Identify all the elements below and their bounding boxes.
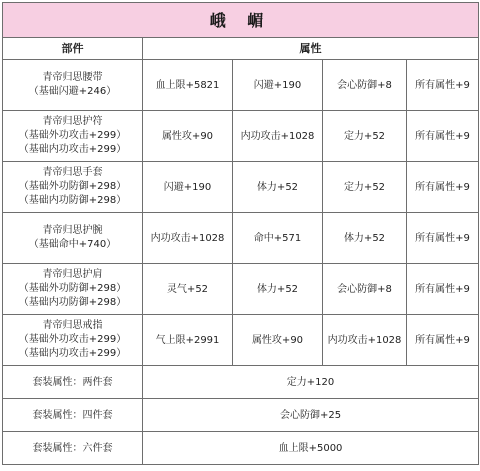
title-row bbox=[3, 3, 479, 38]
attr-cell: 所有属性+9 bbox=[407, 264, 479, 315]
attr-cell: 闪避+190 bbox=[143, 162, 233, 213]
set-label: 套装属性：两件套 bbox=[3, 366, 143, 399]
part-name: 青帝归思护腕 bbox=[42, 225, 103, 236]
attr-cell: 内功攻击+1028 bbox=[233, 111, 323, 162]
part-name: 青帝归思戒指 bbox=[42, 320, 103, 331]
attr-cell: 属性攻+90 bbox=[143, 111, 233, 162]
part-cell bbox=[3, 162, 143, 213]
equipment-table-container bbox=[2, 2, 478, 467]
attr-cell: 定力+52 bbox=[323, 162, 407, 213]
attr-cell: 血上限+5821 bbox=[143, 60, 233, 111]
part-base: （基础外功攻击+299） bbox=[18, 334, 127, 345]
attr-cell: 所有属性+9 bbox=[407, 213, 479, 264]
set-value: 定力+120 bbox=[143, 366, 479, 399]
part-base: （基础内功攻击+299） bbox=[18, 144, 127, 155]
attr-cell: 所有属性+9 bbox=[407, 111, 479, 162]
table-row bbox=[3, 264, 479, 315]
attr-cell: 所有属性+9 bbox=[407, 315, 479, 366]
table-row bbox=[3, 111, 479, 162]
part-cell bbox=[3, 60, 143, 111]
attr-cell: 气上限+2991 bbox=[143, 315, 233, 366]
equipment-table bbox=[2, 2, 479, 465]
part-base: （基础外功防御+298） bbox=[18, 283, 127, 294]
part-name: 青帝归思手套 bbox=[42, 167, 103, 178]
attr-cell: 灵气+52 bbox=[143, 264, 233, 315]
part-name: 青帝归思护符 bbox=[42, 116, 103, 127]
set-value: 会心防御+25 bbox=[143, 399, 479, 432]
table-row bbox=[3, 213, 479, 264]
set-bonus-row bbox=[3, 399, 479, 432]
part-cell bbox=[3, 315, 143, 366]
attr-cell: 闪避+190 bbox=[233, 60, 323, 111]
table-row bbox=[3, 60, 479, 111]
attr-cell: 会心防御+8 bbox=[323, 264, 407, 315]
part-name: 青帝归思腰带 bbox=[42, 72, 103, 83]
part-base: （基础内功防御+298） bbox=[18, 195, 127, 206]
table-row bbox=[3, 315, 479, 366]
attr-cell: 体力+52 bbox=[233, 162, 323, 213]
part-cell bbox=[3, 264, 143, 315]
attr-cell: 所有属性+9 bbox=[407, 162, 479, 213]
attr-cell: 定力+52 bbox=[323, 111, 407, 162]
attr-cell: 所有属性+9 bbox=[407, 60, 479, 111]
set-value: 血上限+5000 bbox=[143, 432, 479, 465]
part-base: （基础内功防御+298） bbox=[18, 297, 127, 308]
header-attr: 属性 bbox=[143, 38, 479, 60]
part-name: 青帝归思护肩 bbox=[42, 269, 103, 280]
attr-cell: 命中+571 bbox=[233, 213, 323, 264]
attr-cell: 内功攻击+1028 bbox=[143, 213, 233, 264]
header-row bbox=[3, 38, 479, 60]
set-label: 套装属性：四件套 bbox=[3, 399, 143, 432]
part-base: （基础外功攻击+299） bbox=[18, 130, 127, 141]
attr-cell: 属性攻+90 bbox=[233, 315, 323, 366]
set-label: 套装属性：六件套 bbox=[3, 432, 143, 465]
table-title: 峨 嵋 bbox=[3, 3, 479, 38]
part-base: （基础命中+740） bbox=[28, 239, 117, 250]
set-bonus-row bbox=[3, 432, 479, 465]
part-cell bbox=[3, 213, 143, 264]
attr-cell: 体力+52 bbox=[323, 213, 407, 264]
attr-cell: 内功攻击+1028 bbox=[323, 315, 407, 366]
header-part: 部件 bbox=[3, 38, 143, 60]
part-base: （基础闪避+246） bbox=[28, 86, 117, 97]
part-base: （基础外功防御+298） bbox=[18, 181, 127, 192]
table-row bbox=[3, 162, 479, 213]
set-bonus-row bbox=[3, 366, 479, 399]
attr-cell: 会心防御+8 bbox=[323, 60, 407, 111]
attr-cell: 体力+52 bbox=[233, 264, 323, 315]
part-cell bbox=[3, 111, 143, 162]
part-base: （基础内功攻击+299） bbox=[18, 348, 127, 359]
